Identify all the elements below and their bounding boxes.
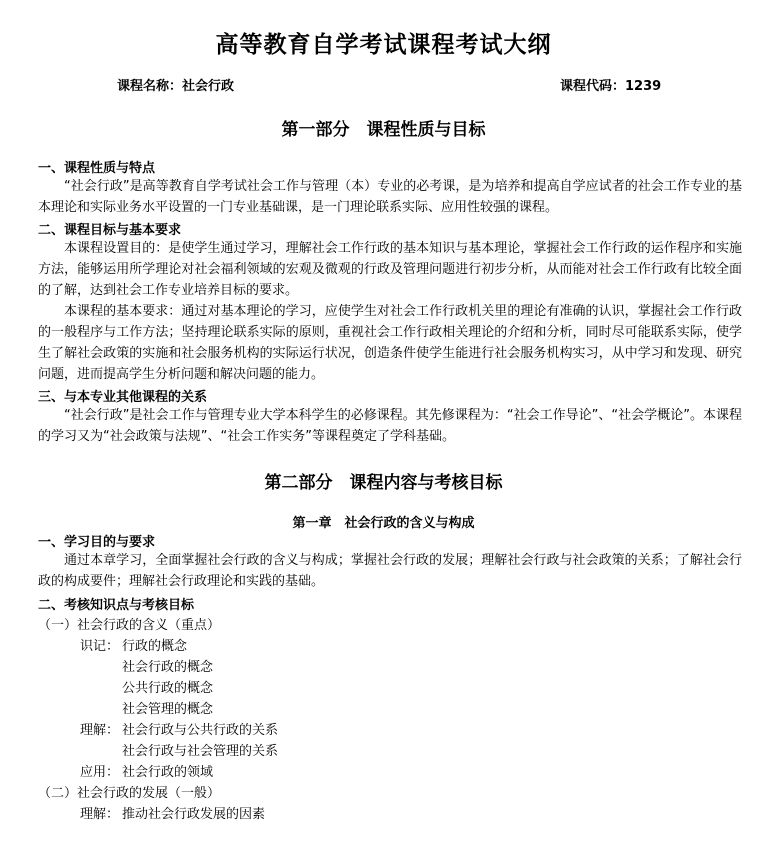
document-title: 高等教育自学考试课程考试大纲 — [215, 31, 552, 58]
part2-title: 第二部分 课程内容与考核目标 — [264, 473, 503, 493]
list-item: 社会行政的概念 — [122, 660, 214, 675]
course-name: 课程名称：社会行政 — [117, 79, 235, 94]
list-item: 推动社会行政发展的因素 — [122, 807, 266, 822]
part1-title: 第一部分 课程性质与目标 — [281, 120, 486, 140]
subsection-development: （二）社会行政的发展（一般） — [38, 786, 221, 801]
recall-label: 识记： — [80, 639, 120, 654]
understand-label: 理解： — [80, 723, 120, 738]
paragraph-nature: “社会行政”是高等教育自学考试社会工作与管理（本）专业的必考课，是为培养和提高自学应试者的社会工作专业的基本理论和实际业务水平设置的一门专业基础课，是一门理论联系实际、应用性较强的课程。 — [38, 179, 742, 215]
section-heading-relations: 三、与本专业其他课程的关系 — [38, 390, 208, 405]
section-heading-nature: 一、课程性质与特点 — [38, 161, 156, 176]
chapter1-title: 第一章 社会行政的含义与构成 — [292, 516, 475, 531]
list-item: 社会管理的概念 — [122, 702, 214, 717]
section-heading-assessment: 二、考核知识点与考核目标 — [38, 598, 195, 613]
section-heading-learning-purpose: 一、学习目的与要求 — [38, 535, 156, 550]
paragraph-goals-requirements: 本课程的基本要求：通过对基本理论的学习，应使学生对社会工作行政机关里的理论有准确的认识，掌握社会工作行政的一般程序与工作方法；坚持理论联系实际的原则，重视社会工作行政相关理论的介绍和分析，同时尽可能联系实际，使学生了解社会政策的实施和社会服务机构的实际运行状况，创造条件使学生能进行社会服务机构实习，从中学习和发现、研究问题，进而提高学生分析问题和解决问题的能力。 — [38, 304, 742, 382]
paragraph-learning-purpose: 通过本章学习，全面掌握社会行政的含义与构成；掌握社会行政的发展；理解社会行政与社会政策的关系；了解社会行政的构成要件；理解社会行政理论和实践的基础。 — [38, 553, 742, 589]
section-heading-goals: 二、课程目标与基本要求 — [38, 223, 182, 238]
understand-label: 理解： — [80, 807, 120, 822]
paragraph-relations: “社会行政”是社会工作与管理专业大学本科学生的必修课程。其先修课程为：“社会工作导论”、“社会学概论”。本课程的学习又为“社会政策与法规”、“社会工作实务”等课程奠定了学科基础。 — [38, 408, 742, 444]
list-item: 社会行政的领域 — [122, 765, 214, 780]
list-item: 公共行政的概念 — [122, 681, 214, 696]
apply-label: 应用： — [80, 765, 120, 780]
list-item: 社会行政与公共行政的关系 — [122, 723, 279, 738]
list-item: 行政的概念 — [122, 639, 188, 654]
subsection-meaning: （一）社会行政的含义（重点） — [38, 618, 221, 633]
course-code: 课程代码：1239 — [560, 79, 662, 94]
paragraph-goals-purpose: 本课程设置目的：是使学生通过学习，理解社会工作行政的基本知识与基本理论，掌握社会工作行政的运作程序和实施方法，能够运用所学理论对社会福利领域的宏观及微观的行政及管理问题进行初步分析，从而能对社会工作行政有比较全面的了解，达到社会工作专业培养目标的要求。 — [38, 241, 742, 298]
list-item: 社会行政与社会管理的关系 — [122, 744, 279, 759]
